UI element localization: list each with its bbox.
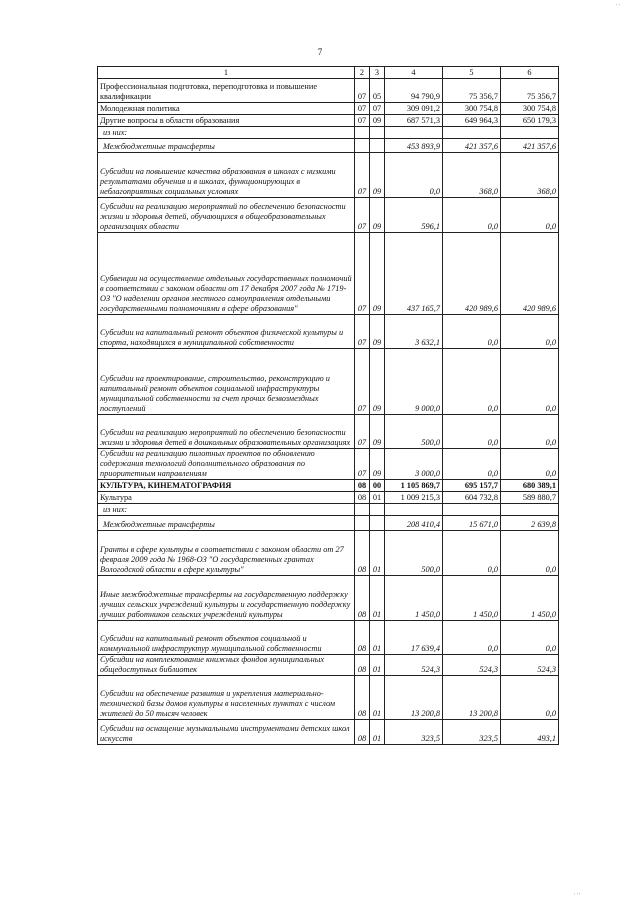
row-section: 08 xyxy=(355,655,370,676)
row-value-col4: 309 091,2 xyxy=(385,103,443,115)
row-value-col5: 368,0 xyxy=(443,153,501,198)
table-row xyxy=(98,153,559,198)
row-value-col6: 368,0 xyxy=(501,153,559,198)
row-subsection xyxy=(370,504,385,516)
row-value-col4: 500,0 xyxy=(385,531,443,576)
table-row xyxy=(98,449,559,480)
row-subsection: 09 xyxy=(370,233,385,315)
row-section: 07 xyxy=(355,103,370,115)
row-subsection: 09 xyxy=(370,315,385,349)
row-value-col4: 3 000,0 xyxy=(385,449,443,480)
row-section: 08 xyxy=(355,576,370,621)
row-value-col6: 0,0 xyxy=(501,198,559,233)
page-number: 7 xyxy=(317,47,323,57)
row-section: 07 xyxy=(355,115,370,127)
table-row xyxy=(98,480,559,492)
row-name: Субсидии на проектирование, строительство, реконструкцию и капитальный ремонт объектов социальной инфраструктуры муниципальной собственности за счет прочих безвозмездных поступлений xyxy=(98,349,355,415)
table-row xyxy=(98,349,559,415)
row-subsection: 09 xyxy=(370,415,385,449)
row-value-col4: 500,0 xyxy=(385,415,443,449)
table-row xyxy=(98,79,559,103)
row-value-col6: 0,0 xyxy=(501,449,559,480)
row-section xyxy=(355,127,370,139)
row-name: Гранты в сфере культуры в соответствии с законом области от 27 февраля 2009 года № 1968-ОЗ "О государственных грантах Вологодской области в сфере культуры" xyxy=(98,531,355,576)
row-section: 07 xyxy=(355,315,370,349)
row-subsection: 09 xyxy=(370,198,385,233)
row-value-col6: 0,0 xyxy=(501,531,559,576)
header-cell: 6 xyxy=(501,67,559,79)
row-section: 07 xyxy=(355,349,370,415)
header-cell: 4 xyxy=(385,67,443,79)
row-name: Субсидии на оснащение музыкальными инструментами детских школ искусств xyxy=(98,720,355,745)
row-subsection: 01 xyxy=(370,492,385,504)
row-value-col6: 680 389,1 xyxy=(501,480,559,492)
row-value-col4: 9 000,0 xyxy=(385,349,443,415)
table-row xyxy=(98,576,559,621)
row-section: 07 xyxy=(355,198,370,233)
row-value-col6: 589 880,7 xyxy=(501,492,559,504)
row-value-col6: 300 754,8 xyxy=(501,103,559,115)
row-value-col6: 421 357,6 xyxy=(501,139,559,153)
row-value-col6: 0,0 xyxy=(501,621,559,655)
row-value-col5 xyxy=(443,127,501,139)
row-subsection xyxy=(370,516,385,531)
row-subsection: 00 xyxy=(370,480,385,492)
scan-mark: ' ' ' xyxy=(574,893,581,899)
header-cell: 1 xyxy=(98,67,355,79)
row-value-col6: 1 450,0 xyxy=(501,576,559,621)
table-row xyxy=(98,492,559,504)
row-section: 07 xyxy=(355,233,370,315)
row-name: Субсидии на повышение качества образования в школах с низкими результатами обучения и в школах, функционирующих в неблагоприятных социальных условиях xyxy=(98,153,355,198)
row-subsection: 01 xyxy=(370,576,385,621)
row-value-col6: 493,1 xyxy=(501,720,559,745)
row-section xyxy=(355,504,370,516)
row-value-col4: 1 450,0 xyxy=(385,576,443,621)
row-section: 08 xyxy=(355,492,370,504)
row-value-col4: 1 105 869,7 xyxy=(385,480,443,492)
row-value-col4: 94 790,9 xyxy=(385,79,443,103)
header-cell: 3 xyxy=(370,67,385,79)
row-value-col5: 649 964,3 xyxy=(443,115,501,127)
row-value-col4: 687 571,3 xyxy=(385,115,443,127)
row-subsection: 07 xyxy=(370,103,385,115)
row-subsection: 09 xyxy=(370,153,385,198)
row-subsection: 01 xyxy=(370,531,385,576)
table-row xyxy=(98,315,559,349)
row-name: Межбюджетные трансферты xyxy=(98,139,355,153)
row-subsection: 01 xyxy=(370,655,385,676)
row-subsection: 09 xyxy=(370,115,385,127)
row-value-col6: 2 639,8 xyxy=(501,516,559,531)
row-subsection: 05 xyxy=(370,79,385,103)
table-row xyxy=(98,655,559,676)
row-value-col5: 0,0 xyxy=(443,621,501,655)
row-section: 07 xyxy=(355,415,370,449)
row-value-col4 xyxy=(385,127,443,139)
row-value-col5: 604 732,8 xyxy=(443,492,501,504)
header-cell: 5 xyxy=(443,67,501,79)
budget-table xyxy=(97,66,559,745)
row-subsection xyxy=(370,127,385,139)
row-value-col5: 695 157,7 xyxy=(443,480,501,492)
row-name: Субвенции на осуществление отдельных государственных полномочий в соответствии с законом области от 17 декабря 2007 года № 1719-ОЗ "О наделении органов местного самоуправления отдельными государственными полномочиями в сфере образования" xyxy=(98,233,355,315)
row-value-col6: 0,0 xyxy=(501,415,559,449)
row-name: из них: xyxy=(98,127,355,139)
row-value-col5 xyxy=(443,504,501,516)
row-value-col5: 0,0 xyxy=(443,531,501,576)
row-value-col4: 596,1 xyxy=(385,198,443,233)
row-value-col4: 323,5 xyxy=(385,720,443,745)
row-value-col6 xyxy=(501,504,559,516)
row-value-col4: 208 410,4 xyxy=(385,516,443,531)
row-value-col5: 13 200,8 xyxy=(443,676,501,720)
row-value-col6: 420 989,6 xyxy=(501,233,559,315)
row-section: 08 xyxy=(355,480,370,492)
table-row xyxy=(98,103,559,115)
table-row xyxy=(98,676,559,720)
row-value-col6: 75 356,7 xyxy=(501,79,559,103)
row-name: Субсидии на реализацию мероприятий по обеспечению безопасности жизни и здоровья детей в дошкольных образовательных организациях xyxy=(98,415,355,449)
table-row xyxy=(98,127,559,139)
row-section: 07 xyxy=(355,449,370,480)
row-name: Субсидии на капитальный ремонт объектов социальной и коммунальной инфраструктур муниципальной собственности xyxy=(98,621,355,655)
row-name: Культура xyxy=(98,492,355,504)
row-name: КУЛЬТУРА, КИНЕМАТОГРАФИЯ xyxy=(98,480,355,492)
row-section: 07 xyxy=(355,153,370,198)
row-value-col5: 0,0 xyxy=(443,315,501,349)
row-value-col5: 0,0 xyxy=(443,449,501,480)
row-subsection: 01 xyxy=(370,720,385,745)
row-value-col6: 0,0 xyxy=(501,676,559,720)
row-value-col5: 421 357,6 xyxy=(443,139,501,153)
row-value-col4: 453 893,9 xyxy=(385,139,443,153)
row-section: 08 xyxy=(355,720,370,745)
row-value-col5: 300 754,8 xyxy=(443,103,501,115)
row-value-col4: 17 639,4 xyxy=(385,621,443,655)
row-value-col4 xyxy=(385,504,443,516)
row-subsection: 01 xyxy=(370,676,385,720)
row-value-col5: 15 671,0 xyxy=(443,516,501,531)
row-value-col4: 1 009 215,3 xyxy=(385,492,443,504)
row-subsection: 01 xyxy=(370,621,385,655)
row-value-col5: 524,3 xyxy=(443,655,501,676)
row-value-col6 xyxy=(501,127,559,139)
table-row xyxy=(98,198,559,233)
table-row xyxy=(98,115,559,127)
row-value-col6: 0,0 xyxy=(501,315,559,349)
row-value-col4: 437 165,7 xyxy=(385,233,443,315)
row-name: Субсидии на реализацию пилотных проектов по обновлению содержания технологий дополнительного образования по приоритетным направлениям xyxy=(98,449,355,480)
row-section: 07 xyxy=(355,79,370,103)
table-row xyxy=(98,415,559,449)
row-value-col5: 323,5 xyxy=(443,720,501,745)
table-row xyxy=(98,621,559,655)
row-value-col5: 420 989,6 xyxy=(443,233,501,315)
row-value-col5: 0,0 xyxy=(443,198,501,233)
header-row xyxy=(98,67,559,79)
row-name: Иные межбюджетные трансферты на государственную поддержку лучших сельских учреждений культуры и государственную поддержку лучших работников сельских учреждений культуры xyxy=(98,576,355,621)
row-value-col4: 13 200,8 xyxy=(385,676,443,720)
row-name: Субсидии на комплектование книжных фондов муниципальных общедоступных библиотек xyxy=(98,655,355,676)
table-row xyxy=(98,720,559,745)
table-row xyxy=(98,139,559,153)
row-value-col5: 0,0 xyxy=(443,349,501,415)
row-subsection xyxy=(370,139,385,153)
row-value-col4: 524,3 xyxy=(385,655,443,676)
row-section xyxy=(355,139,370,153)
row-value-col5: 0,0 xyxy=(443,415,501,449)
row-value-col6: 0,0 xyxy=(501,349,559,415)
row-subsection: 09 xyxy=(370,349,385,415)
row-name: Другие вопросы в области образования xyxy=(98,115,355,127)
table-row xyxy=(98,233,559,315)
row-name: Молодежная политика xyxy=(98,103,355,115)
row-value-col6: 524,3 xyxy=(501,655,559,676)
row-section: 08 xyxy=(355,621,370,655)
header-cell: 2 xyxy=(355,67,370,79)
row-name: Межбюджетные трансферты xyxy=(98,516,355,531)
table-row xyxy=(98,531,559,576)
row-name: Субсидии на обеспечение развития и укрепления материально-технической базы домов культуры в населенных пунктах с числом жителей до 50 тысяч человек xyxy=(98,676,355,720)
scan-mark: ' ' xyxy=(616,4,620,10)
row-name: Профессиональная подготовка, переподготовка и повышение квалификации xyxy=(98,79,355,103)
row-name: Субсидии на капитальный ремонт объектов физической культуры и спорта, находящихся в муниципальной собственности xyxy=(98,315,355,349)
row-value-col4: 0,0 xyxy=(385,153,443,198)
row-value-col5: 75 356,7 xyxy=(443,79,501,103)
row-section: 08 xyxy=(355,676,370,720)
row-value-col4: 3 632,1 xyxy=(385,315,443,349)
row-name: из них: xyxy=(98,504,355,516)
table-row xyxy=(98,516,559,531)
row-value-col5: 1 450,0 xyxy=(443,576,501,621)
row-name: Субсидии на реализацию мероприятий по обеспечению безопасности жизни и здоровья детей, обучающихся в общеобразовательных организациях области xyxy=(98,198,355,233)
row-subsection: 09 xyxy=(370,449,385,480)
row-section: 08 xyxy=(355,531,370,576)
table-row xyxy=(98,504,559,516)
row-value-col6: 650 179,3 xyxy=(501,115,559,127)
row-section xyxy=(355,516,370,531)
